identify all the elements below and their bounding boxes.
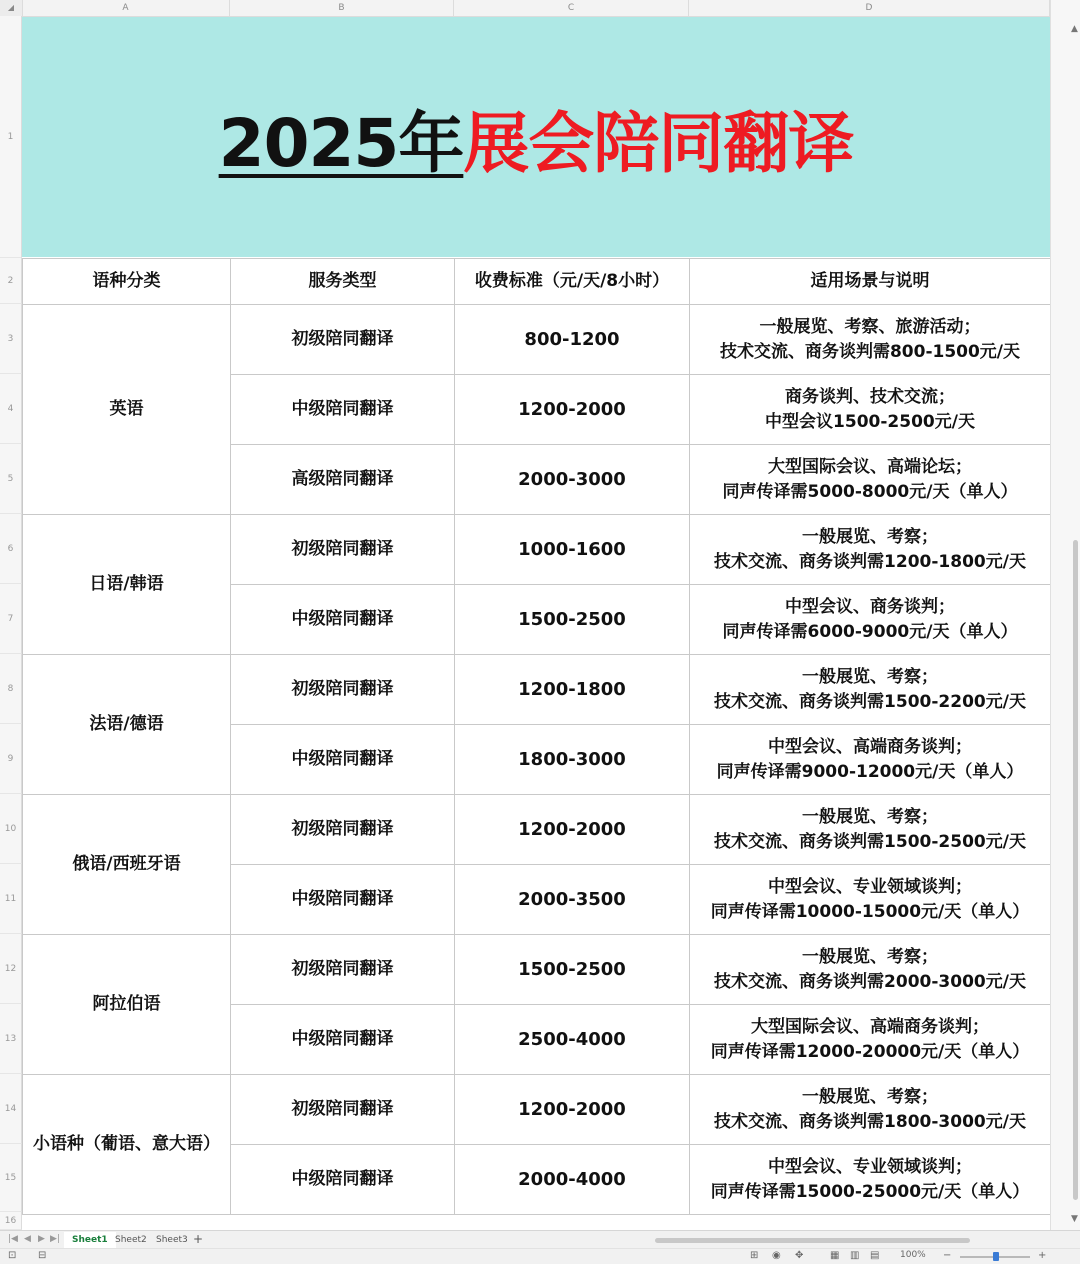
- scroll-down-icon[interactable]: ▼: [1071, 1214, 1078, 1224]
- description-cell[interactable]: [690, 865, 1051, 935]
- price-cell[interactable]: 1500-2500: [455, 935, 690, 1005]
- zoom-out-icon[interactable]: −: [943, 1250, 952, 1261]
- row-header[interactable]: 9: [0, 724, 22, 794]
- vertical-scrollbar[interactable]: [1050, 0, 1080, 1230]
- row-header[interactable]: 8: [0, 654, 22, 724]
- description-line: 一般展览、考察；: [802, 666, 938, 687]
- language-cell[interactable]: 英语: [23, 305, 231, 515]
- description-line: 大型国际会议、高端商务谈判；: [751, 1016, 989, 1037]
- description-line: 中型会议1500-2500元/天: [765, 411, 975, 432]
- price-cell[interactable]: 2500-4000: [455, 1005, 690, 1075]
- row-header[interactable]: 1: [0, 16, 22, 258]
- row-header[interactable]: 13: [0, 1004, 22, 1074]
- view-toggle-icon[interactable]: ⊞: [750, 1250, 759, 1261]
- title-main: 展会陪同翻译: [463, 104, 854, 182]
- table-row: [23, 795, 1051, 865]
- row-header[interactable]: 4: [0, 374, 22, 444]
- table-row: [23, 515, 1051, 585]
- language-cell[interactable]: 小语种（葡语、意大语）: [23, 1075, 231, 1215]
- horizontal-scroll-thumb[interactable]: [655, 1238, 970, 1243]
- price-cell[interactable]: 1000-1600: [455, 515, 690, 585]
- price-cell[interactable]: 2000-4000: [455, 1145, 690, 1215]
- price-cell[interactable]: 2000-3000: [455, 445, 690, 515]
- row-header[interactable]: 6: [0, 514, 22, 584]
- language-cell[interactable]: 俄语/西班牙语: [23, 795, 231, 935]
- description-cell[interactable]: [690, 445, 1051, 515]
- description-line: 中型会议、专业领域谈判；: [768, 876, 972, 897]
- service-cell[interactable]: 中级陪同翻译: [231, 375, 455, 445]
- description-line: 同声传译需9000-12000元/天（单人）: [716, 761, 1024, 782]
- description-cell[interactable]: [690, 1145, 1051, 1215]
- title-year: 2025年: [218, 104, 464, 182]
- column-header-b[interactable]: B: [230, 0, 454, 16]
- row-header[interactable]: 16: [0, 1212, 22, 1230]
- row-header[interactable]: 7: [0, 584, 22, 654]
- price-table: [22, 258, 1051, 1215]
- description-cell[interactable]: [690, 585, 1051, 655]
- description-line: 同声传译需5000-8000元/天（单人）: [722, 481, 1018, 502]
- column-header-c[interactable]: C: [454, 0, 689, 16]
- select-all-corner[interactable]: ◢: [0, 0, 23, 16]
- description-cell[interactable]: [690, 935, 1051, 1005]
- zoom-in-icon[interactable]: +: [1038, 1250, 1047, 1261]
- price-cell[interactable]: 1200-1800: [455, 655, 690, 725]
- description-line: 技术交流、商务谈判需1500-2200元/天: [714, 691, 1026, 712]
- description-line: 同声传译需10000-15000元/天（单人）: [710, 901, 1030, 922]
- header-service[interactable]: 服务类型: [231, 259, 455, 305]
- language-cell[interactable]: 日语/韩语: [23, 515, 231, 655]
- table-row: [23, 935, 1051, 1005]
- service-cell[interactable]: 初级陪同翻译: [231, 1075, 455, 1145]
- description-line: 技术交流、商务谈判需1200-1800元/天: [714, 551, 1026, 572]
- tab-sheet3[interactable]: Sheet3: [156, 1235, 188, 1245]
- last-sheet-icon[interactable]: ▶|: [50, 1234, 60, 1244]
- empty-row[interactable]: [22, 1212, 1050, 1231]
- description-line: 大型国际会议、高端论坛；: [768, 456, 972, 477]
- row-header[interactable]: 2: [0, 258, 22, 304]
- scroll-thumb[interactable]: [1073, 540, 1078, 1200]
- description-cell[interactable]: [690, 305, 1051, 375]
- price-cell[interactable]: 1200-2000: [455, 1075, 690, 1145]
- description-cell[interactable]: [690, 725, 1051, 795]
- description-cell[interactable]: [690, 1075, 1051, 1145]
- description-line: 一般展览、考察；: [802, 526, 938, 547]
- service-cell[interactable]: 中级陪同翻译: [231, 725, 455, 795]
- zoom-slider-knob[interactable]: [993, 1252, 999, 1261]
- row-header[interactable]: 10: [0, 794, 22, 864]
- header-language[interactable]: 语种分类: [23, 259, 231, 305]
- description-line: 技术交流、商务谈判需1800-3000元/天: [714, 1111, 1026, 1132]
- service-cell[interactable]: 中级陪同翻译: [231, 585, 455, 655]
- price-cell[interactable]: 1200-2000: [455, 795, 690, 865]
- description-line: 一般展览、考察；: [802, 806, 938, 827]
- table-row: [23, 1075, 1051, 1145]
- service-cell[interactable]: 初级陪同翻译: [231, 515, 455, 585]
- table-row: [23, 655, 1051, 725]
- first-sheet-icon[interactable]: |◀: [8, 1234, 18, 1244]
- service-cell[interactable]: 中级陪同翻译: [231, 1005, 455, 1075]
- header-description[interactable]: 适用场景与说明: [690, 259, 1051, 305]
- column-header-bar: [0, 0, 1050, 17]
- table-row: [23, 305, 1051, 375]
- description-cell[interactable]: [690, 655, 1051, 725]
- table-header-row: [23, 259, 1051, 305]
- row-header[interactable]: 11: [0, 864, 22, 934]
- page-layout-icon[interactable]: ▥: [850, 1250, 860, 1261]
- row-header[interactable]: 12: [0, 934, 22, 1004]
- sheet-tab-bar: [0, 1230, 1080, 1249]
- status-bar: [0, 1248, 1080, 1264]
- zoom-level[interactable]: 100%: [900, 1250, 926, 1260]
- description-cell[interactable]: [690, 375, 1051, 445]
- column-header-d[interactable]: D: [689, 0, 1050, 16]
- description-cell[interactable]: [690, 515, 1051, 585]
- description-line: 一般展览、考察、旅游活动；: [759, 316, 981, 337]
- description-line: 同声传译需15000-25000元/天（单人）: [710, 1181, 1030, 1202]
- tab-sheet2[interactable]: Sheet2: [115, 1235, 147, 1245]
- title-cell[interactable]: [22, 17, 1050, 257]
- normal-view-icon[interactable]: ▦: [830, 1250, 840, 1261]
- description-line: 一般展览、考察；: [802, 1086, 938, 1107]
- service-cell[interactable]: 初级陪同翻译: [231, 935, 455, 1005]
- description-line: 技术交流、商务谈判需2000-3000元/天: [714, 971, 1026, 992]
- page-break-icon[interactable]: ▤: [870, 1250, 880, 1261]
- description-line: 中型会议、专业领域谈判；: [768, 1156, 972, 1177]
- description-line: 同声传译需12000-20000元/天（单人）: [710, 1041, 1030, 1062]
- description-line: 中型会议、商务谈判；: [785, 596, 955, 617]
- description-line: 中型会议、高端商务谈判；: [768, 736, 972, 757]
- language-cell[interactable]: 阿拉伯语: [23, 935, 231, 1075]
- scroll-up-icon[interactable]: ▲: [1071, 24, 1078, 34]
- description-line: 技术交流、商务谈判需1500-2500元/天: [714, 831, 1026, 852]
- cell-style-icon[interactable]: ⊟: [38, 1250, 47, 1261]
- eye-protection-icon[interactable]: ◉: [772, 1250, 781, 1261]
- service-cell[interactable]: 初级陪同翻译: [231, 795, 455, 865]
- focus-mode-icon[interactable]: ✥: [795, 1250, 804, 1261]
- description-cell[interactable]: [690, 795, 1051, 865]
- row-header[interactable]: 5: [0, 444, 22, 514]
- service-cell[interactable]: 高级陪同翻译: [231, 445, 455, 515]
- language-cell[interactable]: 法语/德语: [23, 655, 231, 795]
- description-line: 商务谈判、技术交流；: [785, 386, 955, 407]
- row-header[interactable]: 3: [0, 304, 22, 374]
- service-cell[interactable]: 初级陪同翻译: [231, 655, 455, 725]
- column-header-a[interactable]: A: [22, 0, 230, 16]
- price-cell[interactable]: 800-1200: [455, 305, 690, 375]
- prev-sheet-icon[interactable]: ◀: [24, 1234, 31, 1244]
- service-cell[interactable]: 中级陪同翻译: [231, 1145, 455, 1215]
- price-cell[interactable]: 1200-2000: [455, 375, 690, 445]
- next-sheet-icon[interactable]: ▶: [38, 1234, 45, 1244]
- tab-sheet1[interactable]: Sheet1: [64, 1232, 116, 1250]
- row-header[interactable]: 15: [0, 1144, 22, 1212]
- macro-icon[interactable]: ⊡: [8, 1250, 17, 1261]
- description-cell[interactable]: [690, 1005, 1051, 1075]
- description-line: 一般展览、考察；: [802, 946, 938, 967]
- row-header[interactable]: 14: [0, 1074, 22, 1144]
- header-price[interactable]: 收费标准（元/天/8小时）: [455, 259, 690, 305]
- description-line: 同声传译需6000-9000元/天（单人）: [722, 621, 1018, 642]
- add-sheet-button[interactable]: +: [193, 1232, 204, 1246]
- price-cell[interactable]: 2000-3500: [455, 865, 690, 935]
- service-cell[interactable]: 中级陪同翻译: [231, 865, 455, 935]
- description-line: 技术交流、商务谈判需800-1500元/天: [719, 341, 1021, 362]
- price-cell[interactable]: 1800-3000: [455, 725, 690, 795]
- price-cell[interactable]: 1500-2500: [455, 585, 690, 655]
- page-title: [219, 90, 854, 185]
- service-cell[interactable]: 初级陪同翻译: [231, 305, 455, 375]
